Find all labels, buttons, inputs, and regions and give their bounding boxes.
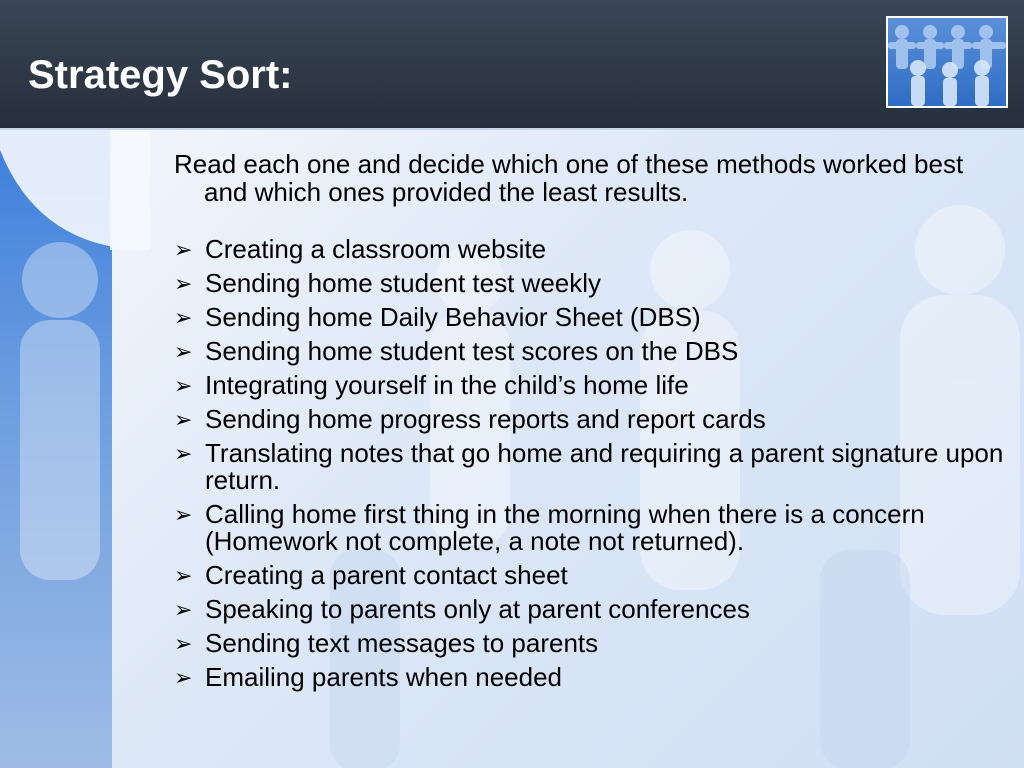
list-item-text: Calling home first thing in the morning when there is a concern (Homework not complete, a note not returned). [205, 499, 925, 556]
arrow-bullet-icon: ➢ [174, 407, 193, 432]
list-item-text: Sending home student test weekly [205, 268, 602, 298]
strategy-list [174, 236, 1004, 691]
list-item-text: Creating a parent contact sheet [205, 560, 568, 590]
arrow-bullet-icon: ➢ [174, 271, 193, 296]
list-item-text: Translating notes that go home and requiring a parent signature upon return. [205, 438, 1004, 495]
list-item [174, 304, 1004, 331]
list-item-text: Sending home progress reports and report cards [205, 404, 766, 434]
list-item [174, 630, 1004, 657]
arrow-bullet-icon: ➢ [174, 597, 193, 622]
list-item-text: Sending home student test scores on the DBS [205, 336, 739, 366]
list-item [174, 501, 1004, 555]
arrow-bullet-icon: ➢ [174, 563, 193, 588]
arrow-bullet-icon: ➢ [174, 631, 193, 656]
list-item-text: Creating a classroom website [205, 234, 547, 264]
title-bar [0, 0, 1024, 130]
arrow-bullet-icon: ➢ [174, 305, 193, 330]
list-item [174, 406, 1004, 433]
list-item [174, 664, 1004, 691]
arrow-bullet-icon: ➢ [174, 237, 193, 262]
list-item [174, 236, 1004, 263]
list-item [174, 372, 1004, 399]
list-item-text: Speaking to parents only at parent conferences [205, 594, 750, 624]
list-item [174, 338, 1004, 365]
list-item [174, 562, 1004, 589]
list-item [174, 270, 1004, 297]
arrow-bullet-icon: ➢ [174, 665, 193, 690]
list-item [174, 440, 1004, 494]
slide-title: Strategy Sort: [28, 53, 293, 97]
arrow-bullet-icon: ➢ [174, 502, 193, 527]
list-item [174, 596, 1004, 623]
arrow-bullet-icon: ➢ [174, 441, 193, 466]
list-item-text: Emailing parents when needed [205, 662, 563, 692]
slide-body [174, 150, 1004, 698]
arrow-bullet-icon: ➢ [174, 339, 193, 364]
paper-people-chain-icon [886, 16, 1008, 108]
arrow-bullet-icon: ➢ [174, 373, 193, 398]
list-item-text: Sending text messages to parents [205, 628, 599, 658]
list-item-text: Sending home Daily Behavior Sheet (DBS) [205, 302, 701, 332]
intro-text: Read each one and decide which one of these methods worked best and which ones provided the least results. [174, 149, 964, 207]
list-item-text: Integrating yourself in the child’s home life [205, 370, 689, 400]
